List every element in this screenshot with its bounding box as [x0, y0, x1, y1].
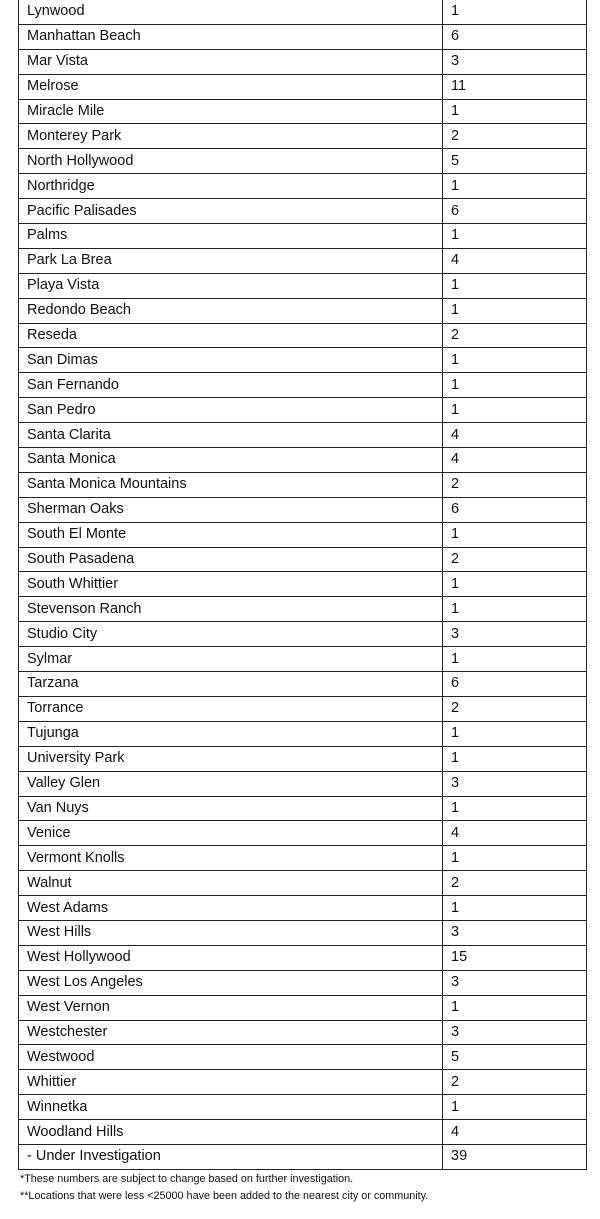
community-name-cell: Sherman Oaks [19, 497, 443, 522]
table-row [19, 871, 587, 896]
community-name-cell: Tarzana [19, 672, 443, 697]
community-name-cell: Santa Clarita [19, 423, 443, 448]
community-name-cell: Venice [19, 821, 443, 846]
case-count-cell: 6 [443, 497, 587, 522]
table-row [19, 547, 587, 572]
table-row [19, 224, 587, 249]
community-name-cell: South Whittier [19, 572, 443, 597]
case-count-cell: 1 [443, 522, 587, 547]
table-row [19, 995, 587, 1020]
table-row [19, 323, 587, 348]
community-name-cell: Walnut [19, 871, 443, 896]
community-name-cell: Vermont Knolls [19, 846, 443, 871]
case-count-cell: 1 [443, 896, 587, 921]
table-row [19, 920, 587, 945]
community-name-cell: - Under Investigation [19, 1144, 443, 1169]
community-name-cell: West Adams [19, 896, 443, 921]
community-name-cell: South Pasadena [19, 547, 443, 572]
table-row [19, 373, 587, 398]
table-row [19, 174, 587, 199]
community-name-cell: West Vernon [19, 995, 443, 1020]
case-count-cell: 6 [443, 672, 587, 697]
case-count-cell: 5 [443, 149, 587, 174]
table-row [19, 497, 587, 522]
community-name-cell: West Los Angeles [19, 970, 443, 995]
community-name-cell: Westwood [19, 1045, 443, 1070]
community-name-cell: Palms [19, 224, 443, 249]
community-name-cell: Playa Vista [19, 273, 443, 298]
community-name-cell: Torrance [19, 696, 443, 721]
table-row [19, 348, 587, 373]
table-row [19, 1144, 587, 1169]
community-name-cell: Van Nuys [19, 796, 443, 821]
table-row [19, 672, 587, 697]
case-count-cell: 2 [443, 124, 587, 149]
table-row [19, 1020, 587, 1045]
case-count-cell: 4 [443, 248, 587, 273]
case-count-cell: 2 [443, 472, 587, 497]
table-row [19, 796, 587, 821]
case-count-cell: 1 [443, 348, 587, 373]
case-count-cell: 6 [443, 24, 587, 49]
table-row [19, 970, 587, 995]
table-row [19, 24, 587, 49]
case-count-cell: 3 [443, 771, 587, 796]
case-count-cell: 2 [443, 1070, 587, 1095]
case-count-cell: 3 [443, 49, 587, 74]
case-count-cell: 4 [443, 1120, 587, 1145]
table-row [19, 647, 587, 672]
table-row [19, 448, 587, 473]
case-count-cell: 1 [443, 647, 587, 672]
table-row [19, 572, 587, 597]
community-name-cell: Mar Vista [19, 49, 443, 74]
community-name-cell: Westchester [19, 1020, 443, 1045]
case-count-cell: 1 [443, 273, 587, 298]
table-row [19, 1095, 587, 1120]
case-count-cell: 6 [443, 199, 587, 224]
table-row [19, 1070, 587, 1095]
case-count-cell: 1 [443, 0, 587, 24]
case-count-cell: 1 [443, 721, 587, 746]
table-row [19, 696, 587, 721]
community-name-cell: Woodland Hills [19, 1120, 443, 1145]
case-count-cell: 15 [443, 945, 587, 970]
table-row [19, 945, 587, 970]
case-count-cell: 2 [443, 696, 587, 721]
case-count-cell: 2 [443, 323, 587, 348]
table-row [19, 472, 587, 497]
community-name-cell: Santa Monica [19, 448, 443, 473]
community-name-cell: Winnetka [19, 1095, 443, 1120]
table-row [19, 1120, 587, 1145]
community-name-cell: South El Monte [19, 522, 443, 547]
community-name-cell: San Pedro [19, 398, 443, 423]
table-row [19, 298, 587, 323]
case-count-cell: 39 [443, 1144, 587, 1169]
table-row [19, 846, 587, 871]
community-name-cell: San Fernando [19, 373, 443, 398]
footnote-subject-to-change: *These numbers are subject to change based on further investigation. [20, 1173, 354, 1185]
community-name-cell: Whittier [19, 1070, 443, 1095]
case-count-cell: 5 [443, 1045, 587, 1070]
community-name-cell: Sylmar [19, 647, 443, 672]
table-row [19, 99, 587, 124]
community-name-cell: Miracle Mile [19, 99, 443, 124]
case-count-cell: 3 [443, 920, 587, 945]
case-count-cell: 3 [443, 622, 587, 647]
table-row [19, 821, 587, 846]
case-count-table-container [18, 0, 586, 1170]
case-count-cell: 1 [443, 174, 587, 199]
case-count-cell: 1 [443, 746, 587, 771]
table-row [19, 398, 587, 423]
case-count-cell: 1 [443, 995, 587, 1020]
community-name-cell: West Hollywood [19, 945, 443, 970]
table-row [19, 423, 587, 448]
community-name-cell: Pacific Palisades [19, 199, 443, 224]
community-name-cell: Melrose [19, 74, 443, 99]
community-name-cell: Park La Brea [19, 248, 443, 273]
community-name-cell: Stevenson Ranch [19, 597, 443, 622]
case-count-cell: 1 [443, 846, 587, 871]
table-row [19, 896, 587, 921]
case-count-cell: 4 [443, 448, 587, 473]
case-count-cell: 1 [443, 99, 587, 124]
table-row [19, 622, 587, 647]
community-name-cell: San Dimas [19, 348, 443, 373]
case-count-cell: 1 [443, 597, 587, 622]
community-name-cell: North Hollywood [19, 149, 443, 174]
table-body [19, 0, 587, 1169]
table-row [19, 746, 587, 771]
community-name-cell: Reseda [19, 323, 443, 348]
table-row [19, 522, 587, 547]
table-row [19, 149, 587, 174]
footnotes [20, 1171, 595, 1205]
community-name-cell: University Park [19, 746, 443, 771]
case-count-cell: 2 [443, 547, 587, 572]
table-row [19, 124, 587, 149]
community-name-cell: Redondo Beach [19, 298, 443, 323]
community-name-cell: Tujunga [19, 721, 443, 746]
community-name-cell: Monterey Park [19, 124, 443, 149]
case-count-cell: 1 [443, 298, 587, 323]
community-name-cell: Valley Glen [19, 771, 443, 796]
case-count-cell: 11 [443, 74, 587, 99]
case-count-table [18, 0, 587, 1170]
case-count-cell: 1 [443, 398, 587, 423]
case-count-cell: 1 [443, 572, 587, 597]
case-count-cell: 4 [443, 821, 587, 846]
table-row [19, 199, 587, 224]
case-count-cell: 3 [443, 1020, 587, 1045]
case-count-cell: 4 [443, 423, 587, 448]
community-name-cell: Santa Monica Mountains [19, 472, 443, 497]
case-count-cell: 1 [443, 1095, 587, 1120]
case-count-cell: 2 [443, 871, 587, 896]
table-row [19, 49, 587, 74]
table-row [19, 771, 587, 796]
table-row [19, 74, 587, 99]
table-row [19, 0, 587, 24]
community-name-cell: Northridge [19, 174, 443, 199]
case-count-cell: 1 [443, 373, 587, 398]
case-count-cell: 1 [443, 796, 587, 821]
community-name-cell: Studio City [19, 622, 443, 647]
community-name-cell: Manhattan Beach [19, 24, 443, 49]
table-row [19, 273, 587, 298]
footnote-small-locations: **Locations that were less <25000 have been added to the nearest city or community. [20, 1190, 429, 1202]
community-name-cell: West Hills [19, 920, 443, 945]
table-row [19, 721, 587, 746]
case-count-cell: 1 [443, 224, 587, 249]
table-row [19, 597, 587, 622]
community-name-cell: Lynwood [19, 0, 443, 24]
table-row [19, 1045, 587, 1070]
table-row [19, 248, 587, 273]
case-count-cell: 3 [443, 970, 587, 995]
